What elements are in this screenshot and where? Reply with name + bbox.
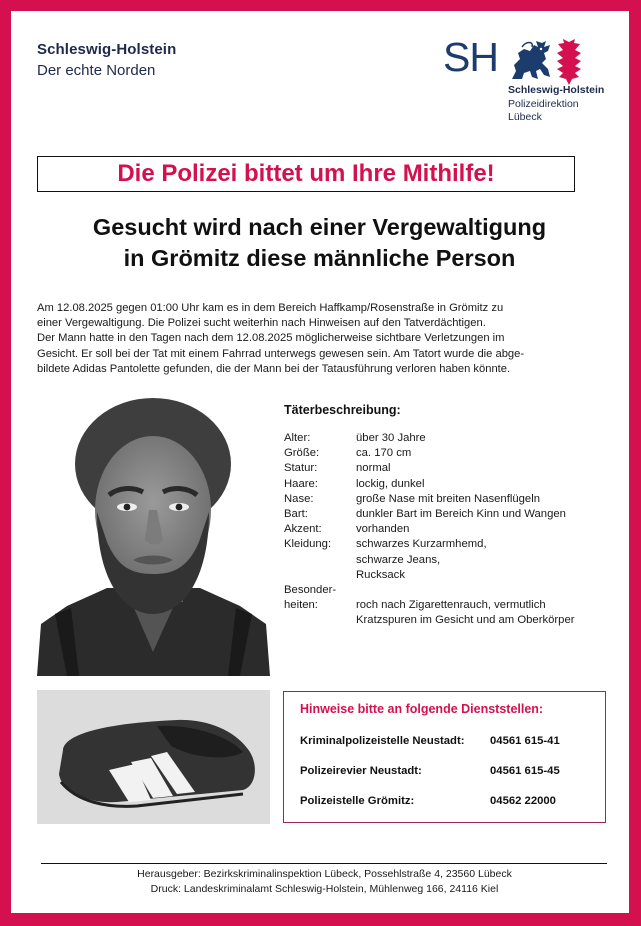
slipper-evidence-image xyxy=(37,690,270,824)
description-value: Rucksack xyxy=(356,568,405,581)
intro-line: Der Mann hatte in den Tagen nach dem 12.08.2025 möglicherweise sichtbare Verletzungen im xyxy=(37,332,505,345)
description-row xyxy=(284,598,614,613)
contact-phone[interactable]: 04562 22000 xyxy=(490,795,556,807)
state-slogan: Der echte Norden xyxy=(37,62,156,79)
intro-line: einer Vergewaltigung. Die Polizei sucht weiterhin nach Hinweisen auf den Tatverdächtigen. xyxy=(37,317,486,330)
description-label: Nase: xyxy=(284,492,314,505)
contact-row xyxy=(300,795,556,807)
description-value: schwarze Jeans, xyxy=(356,553,441,566)
description-row xyxy=(284,583,614,598)
contact-phone[interactable]: 04561 615-45 xyxy=(490,765,560,777)
state-name: Schleswig-Holstein xyxy=(37,41,177,58)
description-value: roch nach Zigarettenrauch, vermutlich xyxy=(356,599,546,612)
description-row xyxy=(284,446,614,461)
description-value: große Nase mit breiten Nasenflügeln xyxy=(356,492,540,505)
contact-name: Polizeistelle Grömitz: xyxy=(300,795,415,807)
headline xyxy=(37,212,602,274)
nettle-leaf-icon xyxy=(555,39,583,85)
headline-line-2: in Grömitz diese männliche Person xyxy=(123,245,516,271)
footer-print: Druck: Landeskriminalamt Schleswig-Holstein, Mühlenweg 166, 24116 Kiel xyxy=(150,882,499,895)
contact-phone[interactable]: 04561 615-41 xyxy=(490,735,560,747)
contact-title: Hinweise bitte an folgende Dienststellen: xyxy=(300,702,544,716)
description-value: dunkler Bart im Bereich Kinn und Wangen xyxy=(356,508,566,521)
contact-name: Polizeirevier Neustadt: xyxy=(300,765,422,777)
footer-publisher: Herausgeber: Bezirkskriminalinspektion Lübeck, Possehlstraße 4, 23560 Lübeck xyxy=(137,868,512,880)
description-row xyxy=(284,553,614,568)
lion-icon xyxy=(508,39,552,81)
poster-sheet xyxy=(11,11,629,913)
description-row xyxy=(284,492,614,507)
description-value: ca. 170 cm xyxy=(356,447,412,460)
description-value: Kratzspuren im Gesicht und am Oberkörper xyxy=(356,614,575,627)
description-label: Alter: xyxy=(284,432,311,444)
description-label: Besonder- xyxy=(284,584,337,597)
footer-divider xyxy=(41,863,607,864)
logo-sh-mark: SH xyxy=(443,34,498,80)
description-row xyxy=(284,613,614,628)
description-row xyxy=(284,522,614,537)
logo-department: Polizeidirektion xyxy=(508,98,579,110)
intro-line: bildete Adidas Pantolette gefunden, die der Mann bei der Tatausführung verloren haben könnte. xyxy=(37,362,511,375)
intro-line: Am 12.08.2025 gegen 01:00 Uhr kam es in dem Bereich Haffkamp/Rosenstraße in Grömitz zu xyxy=(37,302,504,314)
description-label xyxy=(284,553,356,568)
description-label xyxy=(284,568,356,583)
description-row xyxy=(284,568,614,583)
contact-box xyxy=(283,691,606,823)
footer xyxy=(37,867,612,896)
description-label: Kleidung: xyxy=(284,538,332,551)
description-value: normal xyxy=(356,462,391,475)
appeal-text: Die Polizei bittet um Ihre Mithilfe! xyxy=(117,160,495,187)
incident-description xyxy=(37,301,612,377)
description-row xyxy=(284,461,614,476)
description-label: Bart: xyxy=(284,508,308,521)
description-label xyxy=(284,613,356,628)
description-row xyxy=(284,537,614,552)
contact-row xyxy=(300,765,560,777)
headline-line-1: Gesucht wird nach einer Vergewaltigung xyxy=(92,214,547,240)
logo-city: Lübeck xyxy=(508,111,542,123)
contact-name: Kriminalpolizeistelle Neustadt: xyxy=(300,735,465,747)
logo-state-name: Schleswig-Holstein xyxy=(508,84,605,96)
description-label: Statur: xyxy=(284,462,318,475)
intro-line: Gesicht. Er soll bei der Tat mit einem Fahrrad unterwegs gewesen sein. Am Tatort wurde die abge- xyxy=(37,347,525,360)
suspect-description-title: Täterbeschreibung: xyxy=(284,403,401,417)
description-row xyxy=(284,477,614,492)
description-value: lockig, dunkel xyxy=(356,477,425,490)
appeal-banner xyxy=(37,156,575,192)
suspect-sketch-image xyxy=(37,392,270,676)
description-value: über 30 Jahre xyxy=(356,432,426,444)
description-label: Größe: xyxy=(284,447,320,460)
description-row xyxy=(284,431,614,446)
description-label: Akzent: xyxy=(284,523,322,536)
suspect-description-table xyxy=(284,431,614,629)
description-value: vorhanden xyxy=(356,523,410,536)
description-label: heiten: xyxy=(284,599,318,612)
contact-row xyxy=(300,735,560,747)
description-value: schwarzes Kurzarmhemd, xyxy=(356,538,487,551)
description-row xyxy=(284,507,614,522)
description-value xyxy=(356,583,614,598)
description-label: Haare: xyxy=(284,477,318,490)
